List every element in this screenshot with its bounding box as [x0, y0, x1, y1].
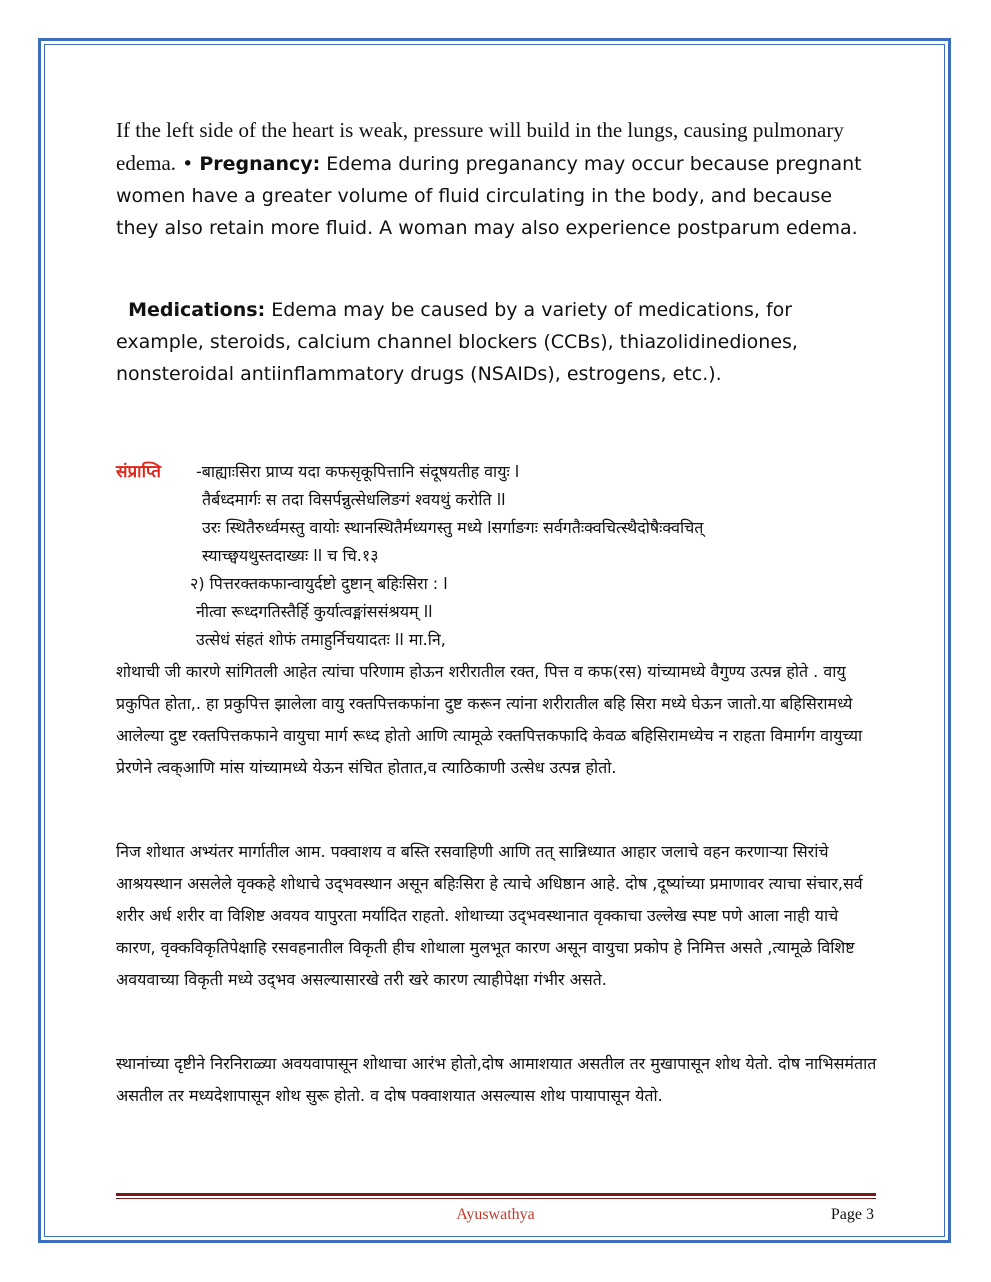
page-number: Page 3: [830, 1206, 874, 1223]
samprapti-label: संप्राप्ति: [116, 462, 161, 482]
bullet: •: [176, 153, 200, 175]
verse-line: तैर्बध्दमार्गः स तदा विसर्पन्नुत्सेधलिङगं श्वयथुं करोति ll: [202, 490, 506, 509]
paragraph-medications-body: Edema may be caused by a variety of medications, for example, steroids, calcium channel blockers (CCBs), thiazolidinediones, nonsteroidal antiinflammatory drugs (NSAIDs), estrogens, etc.).: [116, 299, 798, 385]
verse-line: उत्सेधं संहतं शोफं तमाहुर्निचयादतः ll मा.नि,: [196, 630, 446, 649]
verse-line: -बाह्याःसिरा प्राप्य यदा कफसृकूपित्तानि संदूषयतीह वायुः l: [196, 462, 520, 481]
verse-line: स्याच्छ्वयथुस्तदाख्यः ll च चि.१३: [202, 546, 379, 565]
heading-medications: Medications:: [128, 299, 266, 321]
verse-line: नीत्वा रूध्दगतिस्तैर्हि कुर्यात्वङ्मांससंश्रयम् ll: [196, 602, 433, 621]
verse-line: उरः स्थितैरुर्ध्वमस्तु वायोः स्थानस्थितैर्मध्यगस्तु मध्ये lसर्गाङगः सर्वगतैःक्वचित्स्थैदोषैःक्वचित्: [202, 518, 704, 537]
paragraph-pregnancy: [116, 114, 876, 244]
paragraph-medications: [116, 294, 876, 390]
paragraph-pregnancy-body: Edema during preganancy may occur because pregnant women have a greater volume of fluid circulating in the body, and because they also retain more fluid. A woman may also experience postparum edema.: [116, 153, 862, 239]
footer-rule: [116, 1193, 876, 1196]
marathi-paragraph-3: स्थानांच्या दृष्टीने निरनिराळ्या अवयवापासून शोथाचा आरंभ होतो,दोष आमाशयात असतील तर मुखापासून शोथ येतो. दोष नाभिसमंतात असतील तर मध्यदेशापासून शोथ सुरू होतो. व दोष पक्वाशयात असल्यास शोथ पायापासून येतो.: [116, 1054, 877, 1105]
marathi-paragraph-1: शोथाची जी कारणे सांगितली आहेत त्यांचा परिणाम होऊन शरीरातील रक्त, पित्त व कफ(रस) यांच्यामध्ये वैगुण्य उत्पन्न होते . वायु प्रकुपित होता,. हा प्रकुपित्त झालेला वायु रक्तपित्तकफांना दुष्ट करून त्यांना शरीरातील बहि सिरा मध्ये घेऊन जातो.या बहिसिरामध्ये आलेल्या दुष्ट रक्तपित्तकफाने वायुचा मार्ग रूध्द होतो आणि त्यामूळे रक्तपित्तकफादि केवळ बहिसिरामध्येच न राहता विमार्गग वायुच्या प्रेरणेने त्वक्आणि मांस यांच्यामध्ये येऊन संचित होतात,व त्याठिकाणी उत्सेध उत्पन्न होतो.: [116, 662, 863, 777]
footer-title: Ayuswathya: [456, 1206, 535, 1223]
paragraph-lead-serif: If the left side of the heart is weak, pressure will build in the lungs, causing pulmonary edema.: [116, 118, 844, 175]
marathi-paragraph-2: निज शोथात अभ्यंतर मार्गातील आम. पक्वाशय व बस्ति रसवाहिणी आणि तत् सान्निध्यात आहार जलाचे वहन करणाऱ्या सिरांचे आश्रयस्थान असलेले वृक्कहे शोथाचे उद्‌भवस्थान असून बहिःसिरा हे त्याचे अधिष्ठान आहे. दोष ,दूष्यांच्या प्रमाणावर त्याचा संचार,सर्व शरीर अर्ध शरीर वा विशिष्ट अवयव यापुरता मर्यादित राहतो. शोथाच्या उद्‌भवस्थानात वृक्काचा उल्लेख स्पष्ट पणे आला नाही याचे कारण, वृक्कविकृतिपेक्षाहि रसवहनातील विकृती हीच शोथाला मुलभूत कारण असून वायुचा प्रकोप हे निमित्त असते ,त्यामूळे विशिष्ट अवयवाच्या विकृती मध्ये उद्‌भव असल्यासारखे तरी खरे कारण त्याहीपेक्षा गंभीर असते.: [116, 842, 863, 989]
footer-rule-thin: [116, 1198, 876, 1199]
verse-line: २) पित्तरक्तकफान्वायुर्दष्टो दुष्टान् बहिःसिरा : l: [190, 574, 448, 593]
heading-pregnancy: Pregnancy:: [199, 153, 321, 175]
